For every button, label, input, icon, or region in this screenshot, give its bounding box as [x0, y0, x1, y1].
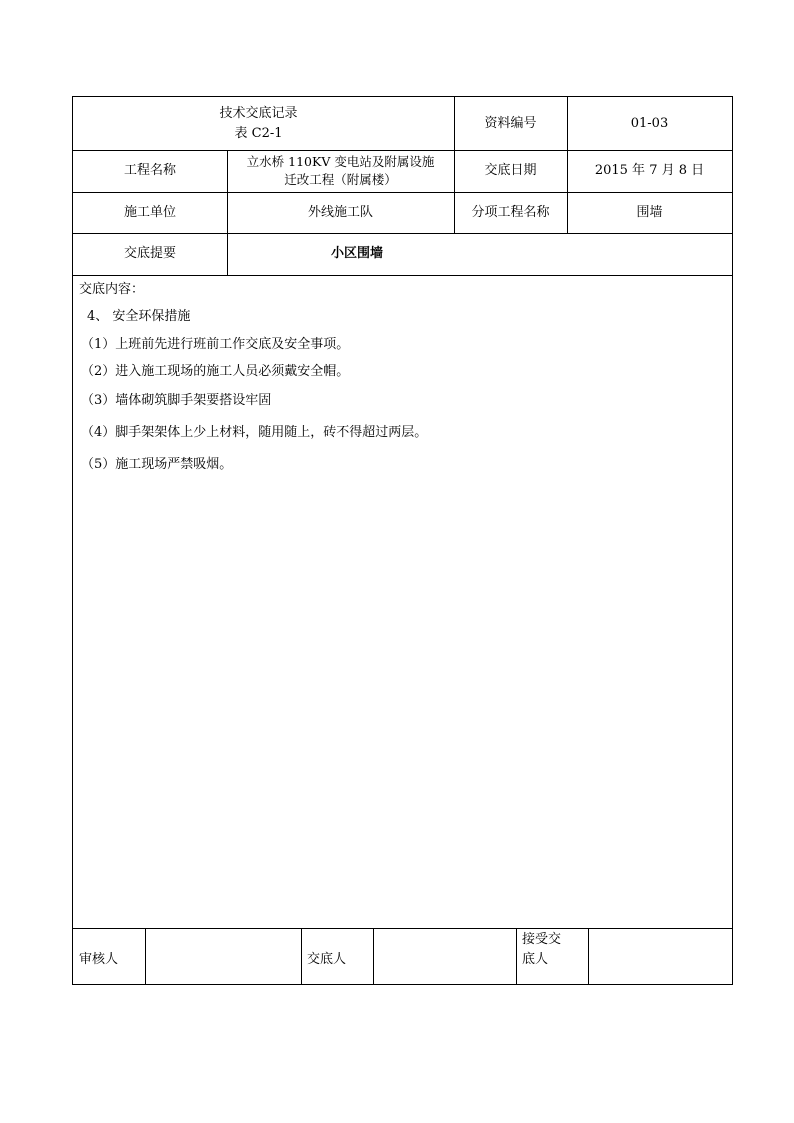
disclosure-content — [73, 275, 732, 927]
content-item: （2）进入施工现场的施工人员必须戴安全帽。 — [81, 364, 350, 379]
content-heading: 交底内容： — [79, 282, 145, 297]
subitem-value: 围墙 — [636, 204, 663, 220]
form-code: 表 C2-1 — [234, 125, 283, 141]
content-item: （4）脚手架架体上少上材料，随用随上，砖不得超过两层。 — [81, 425, 428, 440]
subitem-label: 分项工程名称 — [471, 204, 550, 220]
content-item: （1）上班前先进行班前工作交底及安全事项。 — [81, 337, 350, 352]
project-name-line2: 迁改工程（附属楼） — [284, 172, 397, 187]
discloser-label: 交底人 — [307, 951, 347, 967]
receiver-label — [516, 928, 588, 985]
content-section: 4、 安全环保措施 — [87, 309, 191, 324]
reviewer-signature[interactable] — [145, 928, 301, 985]
reviewer-label: 审核人 — [79, 951, 119, 967]
content-item: （5）施工现场严禁吸烟。 — [81, 457, 233, 472]
unit-label: 施工单位 — [123, 204, 176, 220]
receiver-label-line2: 底人 — [522, 952, 549, 967]
doc-no-value: 01-03 — [630, 115, 669, 131]
discloser-signature[interactable] — [373, 928, 516, 985]
unit-value: 外线施工队 — [307, 204, 373, 220]
receiver-label-line1: 接受交 — [522, 932, 562, 947]
doc-no-label: 资料编号 — [484, 115, 537, 131]
summary-value: 小区围墙 — [330, 246, 383, 261]
project-name-label: 工程名称 — [123, 163, 176, 178]
project-name-line1: 立水桥 110KV 变电站及附属设施 — [246, 154, 435, 169]
date-value: 2015 年 7 月 8 日 — [594, 163, 705, 178]
receiver-signature[interactable] — [588, 928, 732, 985]
date-label: 交底日期 — [484, 163, 537, 178]
disclosure-form — [72, 96, 733, 985]
content-item: （3）墙体砌筑脚手架要搭设牢固 — [81, 393, 272, 408]
form-title — [73, 97, 454, 150]
project-name-value — [227, 150, 454, 192]
form-title-main: 技术交底记录 — [219, 105, 298, 121]
summary-label: 交底提要 — [123, 246, 176, 261]
